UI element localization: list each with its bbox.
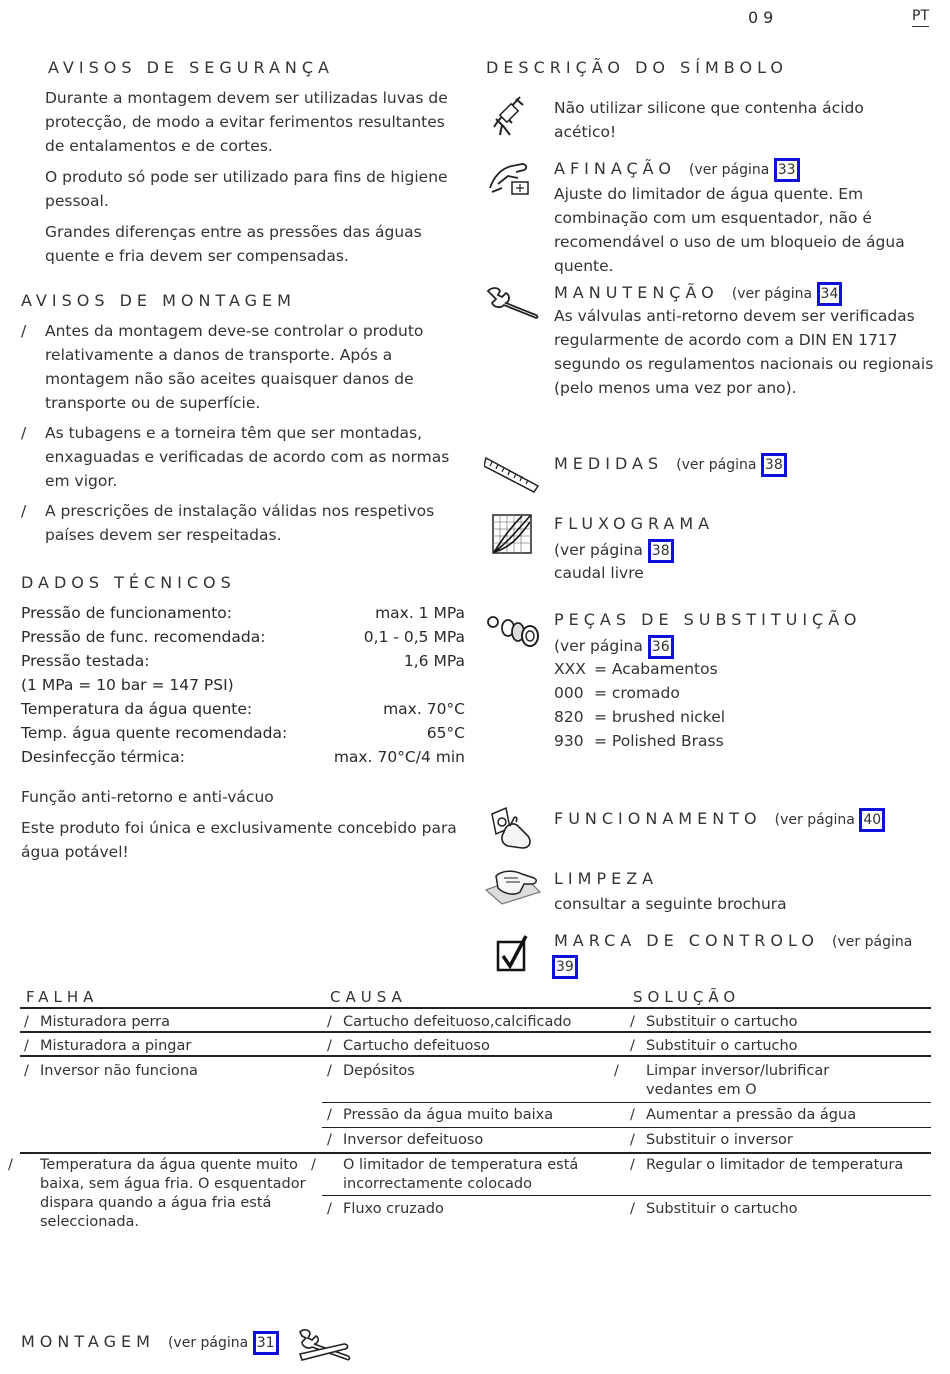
table-cell-falha <box>24 1013 314 1032</box>
flow-chart-icon <box>492 514 532 554</box>
fluxograma-title: FLUXOGRAMA <box>554 514 715 533</box>
bullet-slash: / <box>24 1038 29 1054</box>
fluxograma-text: caudal livre <box>554 564 644 582</box>
medidas-heading <box>554 453 787 477</box>
afinacao-heading <box>554 158 800 182</box>
table-cell-causa <box>327 1131 623 1150</box>
cell-text: Cartucho defeituoso,calcificado <box>343 1014 572 1030</box>
bullet-slash: / <box>614 1063 619 1079</box>
limpeza-text: consultar a seguinte brochura <box>554 895 787 913</box>
cleaning-hand-icon <box>484 866 542 906</box>
table-cell-solucao <box>630 1037 926 1056</box>
cell-text: Substituir o cartucho <box>646 1038 798 1054</box>
tech-label: Pressão de funcionamento: <box>21 604 232 622</box>
finish-desc: = Acabamentos <box>594 660 718 678</box>
list-item <box>21 421 461 493</box>
bullet-slash: / <box>8 1157 13 1173</box>
tech-value: 1,6 MPa <box>403 652 465 670</box>
tech-value: max. 1 MPa <box>375 604 465 622</box>
tech-label: (1 MPa = 10 bar = 147 PSI) <box>21 676 234 694</box>
list-item-text: As tubagens e a torneira têm que ser montadas, enxaguadas e verificadas de acordo com as normas em vigor. <box>45 424 450 490</box>
symbols-title: DESCRIÇÃO DO SÍMBOLO <box>486 58 789 77</box>
table-rule <box>322 1195 931 1196</box>
table-cell-falha <box>24 1037 314 1056</box>
pecas-ref <box>554 634 674 659</box>
bullet-slash: / <box>630 1038 635 1054</box>
language-label: PT <box>912 8 929 27</box>
medidas-page-link[interactable]: 38 <box>761 453 787 477</box>
funcionamento-ver: (ver página <box>774 812 860 828</box>
fluxograma-page-link[interactable]: 38 <box>648 539 674 563</box>
finish-desc: = cromado <box>594 684 680 702</box>
tech-row <box>21 721 465 745</box>
table-cell-causa <box>327 1013 623 1032</box>
tech-value: 0,1 - 0,5 MPa <box>363 628 465 646</box>
finish-code: 820 <box>554 708 584 726</box>
silicone-gun-icon <box>490 95 526 137</box>
table-cell-solucao <box>630 1106 926 1125</box>
list-item-text: A prescrições de instalação válidas nos respetivos países devem ser respeitadas. <box>45 502 435 544</box>
safety-paragraph: O produto só pode ser utilizado para fins de higiene pessoal. <box>45 168 448 210</box>
cell-text: Aumentar a pressão da água <box>646 1107 857 1123</box>
cell-text: Temperatura da água quente muito baixa, sem água fria. O esquentador dispara quando a água fria está seleccionada. <box>40 1157 306 1230</box>
safety-paragraph: Durante a montagem devem ser utilizadas luvas de protecção, de modo a evitar ferimentos resultantes de entalamentos e de cortes. <box>45 89 448 155</box>
cell-text: Misturadora perra <box>40 1014 171 1030</box>
funcionamento-page-link[interactable]: 40 <box>859 808 885 832</box>
table-rule <box>322 1102 931 1103</box>
tech-label: Pressão testada: <box>21 652 150 670</box>
cell-text: Regular o limitador de temperatura <box>646 1157 904 1173</box>
table-cell-solucao <box>630 1131 926 1150</box>
montagem-title: MONTAGEM <box>21 1332 155 1351</box>
bullet-slash: / <box>21 502 27 520</box>
bullet-slash: / <box>24 1014 29 1030</box>
afinacao-title: AFINAÇÃO <box>554 159 676 178</box>
table-header-causa: CAUSA <box>330 988 407 1006</box>
bullet-slash: / <box>21 322 27 340</box>
bullet-slash: / <box>630 1107 635 1123</box>
table-rule <box>20 1152 931 1154</box>
tech-row <box>21 625 465 649</box>
funcionamento-title: FUNCIONAMENTO <box>554 809 762 828</box>
tech-value: 65°C <box>426 724 465 742</box>
table-header-falha: FALHA <box>26 988 99 1006</box>
technical-data <box>21 601 465 769</box>
bullet-slash: / <box>311 1157 316 1173</box>
bullet-slash: / <box>327 1107 332 1123</box>
bullet-slash: / <box>327 1063 332 1079</box>
cell-text: Limpar inversor/lubrificar vedantes em O <box>646 1063 830 1098</box>
cell-text: Substituir o inversor <box>646 1132 793 1148</box>
finish-desc: = Polished Brass <box>594 732 724 750</box>
finish-code-row <box>554 705 725 729</box>
bullet-slash: / <box>630 1157 635 1173</box>
assembly-notes-list <box>21 319 461 553</box>
technical-title: DADOS TÉCNICOS <box>21 573 236 592</box>
table-header-solucao: SOLUÇÃO <box>633 988 741 1006</box>
operation-hand-icon <box>488 806 536 850</box>
table-cell-falha <box>24 1062 314 1081</box>
afinacao-text: Ajuste do limitador de água quente. Em combinação com um esquentador, não é recomendável o uso de um bloqueio de água quente. <box>554 185 905 275</box>
montagem-ver: (ver página <box>167 1335 253 1351</box>
bullet-slash: / <box>327 1014 332 1030</box>
list-item <box>21 319 461 415</box>
finish-code-row <box>554 681 725 705</box>
safety-section <box>45 86 465 268</box>
afinacao-ver: (ver página <box>689 162 774 178</box>
tech-label: Desinfecção térmica: <box>21 748 185 766</box>
bullet-slash: / <box>21 424 27 442</box>
manutencao-heading <box>554 282 842 306</box>
bullet-slash: / <box>327 1132 332 1148</box>
limpeza-title: LIMPEZA <box>554 869 659 888</box>
finish-code: 930 <box>554 732 584 750</box>
cell-text: Fluxo cruzado <box>343 1201 444 1217</box>
tech-label: Temp. água quente recomendada: <box>21 724 288 742</box>
manutencao-title: MANUTENÇÃO <box>554 283 719 302</box>
finish-codes <box>554 657 725 753</box>
table-cell-solucao <box>630 1200 926 1219</box>
marca-heading <box>554 930 934 954</box>
table-cell-falha <box>8 1156 309 1232</box>
tech-row <box>21 697 465 721</box>
finish-code-row <box>554 729 725 753</box>
silicone-text: Não utilizar silicone que contenha ácido acético! <box>554 99 864 141</box>
language-code <box>912 8 929 24</box>
bullet-slash: / <box>327 1201 332 1217</box>
assembly-notes-title: AVISOS DE MONTAGEM <box>21 291 296 310</box>
table-rule <box>322 1127 931 1128</box>
finish-code: 000 <box>554 684 584 702</box>
manutencao-text: As válvulas anti-retorno devem ser verificadas regularmente de acordo com a DIN EN 1717 segundo os regulamentos nacionais ou regionais (pelo menos uma vez por ano). <box>554 307 934 397</box>
finish-code-row <box>554 657 725 681</box>
bullet-slash: / <box>630 1201 635 1217</box>
marca-page-link[interactable]: 39 <box>552 955 578 979</box>
anti-return-note: Função anti-retorno e anti-vácuo <box>21 788 274 806</box>
table-cell-causa <box>327 1106 623 1125</box>
bullet-slash: / <box>630 1132 635 1148</box>
adjustment-hand-icon <box>488 158 534 200</box>
list-item <box>21 499 461 547</box>
cell-text: Misturadora a pingar <box>40 1038 192 1054</box>
checkbox-icon <box>496 934 530 972</box>
cell-text: Depósitos <box>343 1063 415 1079</box>
cell-text: Cartucho defeituoso <box>343 1038 490 1054</box>
cell-text: Pressão da água muito baixa <box>343 1107 554 1123</box>
finish-desc: = brushed nickel <box>594 708 726 726</box>
cell-text: Inversor defeituoso <box>343 1132 484 1148</box>
marca-ver: (ver página <box>832 934 913 950</box>
tech-label: Pressão de func. recomendada: <box>21 628 266 646</box>
ruler-icon <box>484 452 540 494</box>
tools-icon <box>296 1326 352 1366</box>
tech-row <box>21 745 465 769</box>
manutencao-page-link[interactable]: 34 <box>817 282 843 306</box>
cell-text: Substituir o cartucho <box>646 1201 798 1217</box>
potable-water-note: Este produto foi única e exclusivamente concebido para água potável! <box>21 819 457 861</box>
bullet-slash: / <box>327 1038 332 1054</box>
tech-row <box>21 601 465 625</box>
medidas-title: MEDIDAS <box>554 454 664 473</box>
table-cell-causa <box>327 1200 623 1219</box>
tech-row <box>21 673 465 697</box>
table-cell-causa <box>327 1037 623 1056</box>
pecas-title: PEÇAS DE SUBSTITUIÇÃO <box>554 610 862 629</box>
safety-title: AVISOS DE SEGURANÇA <box>48 58 334 77</box>
marca-title: MARCA DE CONTROLO <box>554 931 819 950</box>
page-number: 09 <box>748 8 779 27</box>
funcionamento-heading <box>554 808 885 832</box>
table-cell-solucao <box>630 1013 926 1032</box>
tech-row <box>21 649 465 673</box>
afinacao-page-link[interactable]: 33 <box>774 158 800 182</box>
list-item-text: Antes da montagem deve-se controlar o produto relativamente a danos de transporte. Após a montagem não são aceites quaisquer danos de transporte ou de superfície. <box>45 322 424 412</box>
bullet-slash: / <box>24 1063 29 1079</box>
tech-value: max. 70°C/4 min <box>333 748 465 766</box>
pecas-ver: (ver página <box>554 637 648 655</box>
pecas-page-link[interactable]: 36 <box>648 635 674 659</box>
table-cell-causa <box>311 1156 617 1194</box>
finish-code: XXX <box>554 660 586 678</box>
cell-text: Substituir o cartucho <box>646 1014 798 1030</box>
fluxograma-ver: (ver página <box>554 541 648 559</box>
cell-text: Inversor não funciona <box>40 1063 198 1079</box>
table-cell-solucao <box>630 1156 926 1175</box>
bullet-slash: / <box>630 1014 635 1030</box>
tech-value: max. 70°C <box>383 700 465 718</box>
fluxograma-ref <box>554 538 674 563</box>
spare-parts-icon <box>484 612 542 648</box>
cell-text: O limitador de temperatura está incorrectamente colocado <box>343 1157 579 1192</box>
montagem-page-link[interactable]: 31 <box>253 1331 279 1355</box>
table-cell-causa <box>327 1062 623 1081</box>
safety-paragraph: Grandes diferenças entre as pressões das águas quente e fria devem ser compensadas. <box>45 223 422 265</box>
medidas-ver: (ver página <box>676 457 761 473</box>
tech-label: Temperatura da água quente: <box>21 700 253 718</box>
manutencao-ver: (ver página <box>731 286 817 302</box>
table-cell-solucao <box>614 1062 900 1100</box>
montagem-heading <box>21 1331 279 1355</box>
wrench-icon <box>484 285 542 319</box>
table-rule <box>20 1007 931 1009</box>
